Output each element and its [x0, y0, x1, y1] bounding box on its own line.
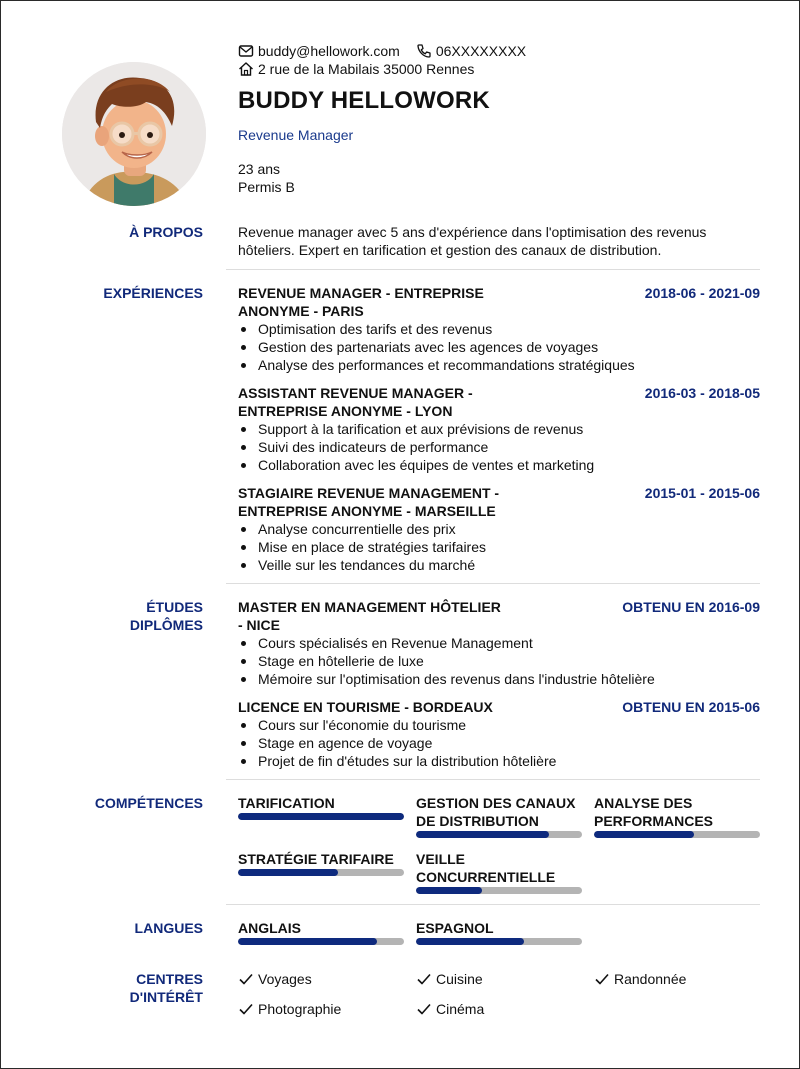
skill-item	[416, 794, 582, 838]
interest-text: Photographie	[258, 1001, 342, 1017]
experience-bullets	[238, 420, 760, 474]
experience-date: 2016-03 - 2018-05	[644, 385, 760, 401]
interest-item	[594, 970, 686, 988]
skill-bar-fill	[594, 831, 694, 838]
email-text: buddy@hellowork.com	[258, 43, 400, 59]
skill-bar	[416, 887, 582, 894]
languages-label: LANGUES	[134, 920, 203, 936]
divider	[226, 583, 760, 584]
phone-icon	[416, 43, 432, 59]
language-name: ESPAGNOL	[416, 920, 494, 936]
experience-entry	[238, 484, 760, 574]
address-item	[238, 60, 474, 78]
divider	[226, 779, 760, 780]
about-label: À PROPOS	[129, 224, 203, 240]
language-item	[416, 919, 582, 945]
experience-date: 2015-01 - 2015-06	[644, 485, 760, 501]
experience-bullets	[238, 320, 760, 374]
list-item: Optimisation des tarifs et des revenus	[238, 320, 760, 338]
list-item: Analyse des performances et recommandations stratégiques	[238, 356, 760, 374]
interest-text: Voyages	[258, 971, 312, 987]
interest-item	[416, 970, 483, 988]
list-item: Mise en place de stratégies tarifaires	[238, 538, 760, 556]
education-date: OBTENU EN 2015-06	[622, 699, 760, 715]
job-title: Revenue Manager	[238, 127, 354, 143]
education-date: OBTENU EN 2016-09	[622, 599, 760, 615]
language-bar-fill	[238, 938, 377, 945]
language-bar-fill	[416, 938, 524, 945]
skill-name: TARIFICATION	[238, 795, 335, 811]
skill-bar-fill	[416, 887, 482, 894]
list-item: Cours sur l'économie du tourisme	[238, 716, 760, 734]
email-item[interactable]	[238, 42, 400, 60]
check-icon	[238, 1001, 254, 1017]
list-item: Projet de fin d'études sur la distribution hôtelière	[238, 752, 760, 770]
education-label-line1: ÉTUDES	[146, 599, 203, 615]
check-icon	[594, 971, 610, 987]
experience-title: REVENUE MANAGER - ENTREPRISE ANONYME - PARIS	[238, 285, 484, 319]
skill-name: VEILLE CONCURRENTIELLE	[416, 851, 556, 885]
skill-bar-fill	[416, 831, 549, 838]
education-label-line2: DIPLÔMES	[129, 617, 203, 633]
experience-bullets	[238, 520, 760, 574]
skill-item	[416, 850, 582, 894]
check-icon	[416, 1001, 432, 1017]
experience-date: 2018-06 - 2021-09	[644, 285, 760, 301]
about-text: Revenue manager avec 5 ans d'expérience dans l'optimisation des revenus hôteliers. Expert en tarification et gestion des canaux de distribution.	[238, 224, 707, 258]
list-item: Stage en hôtellerie de luxe	[238, 652, 760, 670]
language-bar	[416, 938, 582, 945]
education-title: LICENCE EN TOURISME - BORDEAUX	[238, 699, 493, 715]
list-item: Stage en agence de voyage	[238, 734, 760, 752]
age: 23 ans	[238, 161, 281, 177]
experience-entry	[238, 384, 760, 474]
experience-title: STAGIAIRE REVENUE MANAGEMENT - ENTREPRISE ANONYME - MARSEILLE	[238, 485, 500, 519]
list-item: Support à la tarification et aux prévisions de revenus	[238, 420, 760, 438]
skills-label: COMPÉTENCES	[94, 795, 203, 811]
address-text: 2 rue de la Mabilais 35000 Rennes	[258, 61, 475, 77]
skill-item	[238, 794, 404, 820]
language-bar	[238, 938, 404, 945]
check-icon	[416, 971, 432, 987]
education-label	[43, 598, 203, 634]
interest-item	[238, 1000, 341, 1018]
skill-bar	[238, 869, 404, 876]
interest-text: Cinéma	[436, 1001, 485, 1017]
address-row	[238, 60, 490, 78]
phone-item[interactable]	[416, 42, 526, 60]
interests-label-line1: CENTRES	[136, 971, 203, 987]
education-entry	[238, 598, 760, 688]
skill-bar	[416, 831, 582, 838]
language-item	[238, 919, 404, 945]
check-icon	[238, 971, 254, 987]
skill-item	[594, 794, 760, 838]
interests-label-line2: D'INTÉRÊT	[129, 989, 203, 1005]
education-bullets	[238, 634, 760, 688]
contact-row	[238, 42, 542, 60]
list-item: Collaboration avec les équipes de ventes et marketing	[238, 456, 760, 474]
interest-item	[238, 970, 312, 988]
education-title: MASTER EN MANAGEMENT HÔTELIER - NICE	[238, 599, 501, 633]
experience-title: ASSISTANT REVENUE MANAGER - ENTREPRISE ANONYME - LYON	[238, 385, 473, 419]
skill-bar	[238, 813, 404, 820]
interest-text: Cuisine	[436, 971, 483, 987]
skill-name: ANALYSE DES PERFORMANCES	[594, 795, 714, 829]
divider	[226, 904, 760, 905]
skill-item	[238, 850, 404, 876]
skill-name: GESTION DES CANAUX DE DISTRIBUTION	[416, 795, 576, 829]
interests-label	[43, 970, 203, 1006]
avatar	[62, 62, 206, 206]
list-item: Gestion des partenariats avec les agences de voyages	[238, 338, 760, 356]
full-name: BUDDY HELLOWORK	[238, 87, 490, 114]
list-item: Cours spécialisés en Revenue Management	[238, 634, 760, 652]
experiences-label: EXPÉRIENCES	[103, 285, 203, 301]
list-item: Suivi des indicateurs de performance	[238, 438, 760, 456]
list-item: Veille sur les tendances du marché	[238, 556, 760, 574]
interest-item	[416, 1000, 484, 1018]
language-name: ANGLAIS	[238, 920, 301, 936]
phone-text: 06XXXXXXXX	[435, 43, 527, 59]
list-item: Mémoire sur l'optimisation des revenus dans l'industrie hôtelière	[238, 670, 760, 688]
skill-bar-fill	[238, 813, 404, 820]
skill-bar	[594, 831, 760, 838]
skill-name: STRATÉGIE TARIFAIRE	[238, 851, 394, 867]
envelope-icon	[238, 43, 254, 59]
education-bullets	[238, 716, 760, 770]
interest-text: Randonnée	[614, 971, 687, 987]
skill-bar-fill	[238, 869, 338, 876]
education-entry	[238, 698, 760, 770]
driving-license: Permis B	[238, 179, 295, 195]
home-icon	[238, 61, 254, 77]
divider	[226, 269, 760, 270]
experience-entry	[238, 284, 760, 374]
list-item: Analyse concurrentielle des prix	[238, 520, 760, 538]
